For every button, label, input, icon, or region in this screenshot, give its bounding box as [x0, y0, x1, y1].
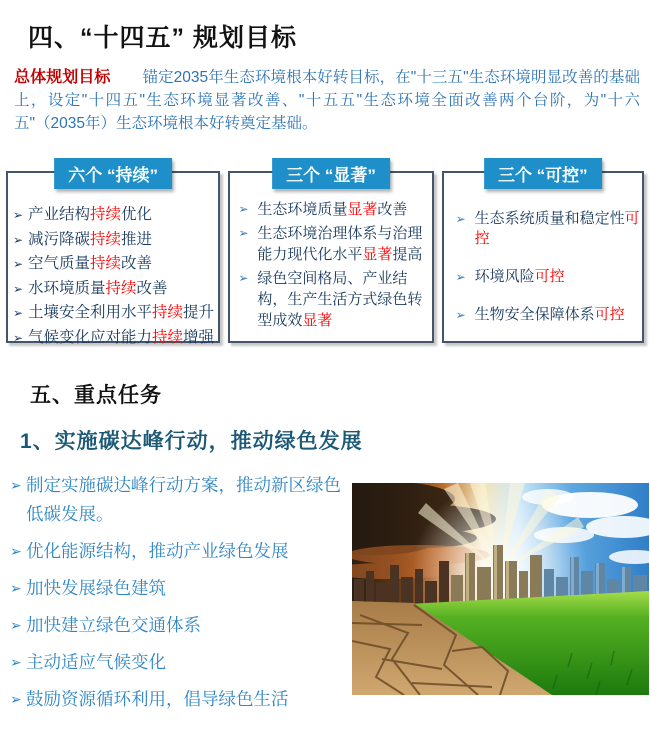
goal-item [456, 305, 640, 325]
goal-item-text: 生态环境质量显著改善 [257, 201, 408, 218]
climate-image [352, 483, 649, 695]
arrow-icon: ➢ [13, 306, 24, 320]
arrow-icon: ➢ [10, 654, 22, 670]
goal-box-sustain-header: 六个 “持续” [54, 158, 172, 189]
goal-boxes-row [0, 166, 650, 346]
slide-page [0, 18, 650, 749]
goal-box-sustain [6, 166, 220, 346]
arrow-icon: ➢ [455, 270, 466, 284]
overall-goal-text: 锚定2035年生态环境根本好转目标，在"十三五"生态环境明显改善的基础上，设定"十四五"生态环境显著改善、"十五五"生态环境全面改善两个台阶，为"十六五"（2035年）生态环境根本好转奠定基础。 [14, 69, 640, 132]
goal-item-text: 生态系统质量和稳定性可控 [474, 210, 640, 247]
goal-box-notable-header: 三个 “显著” [272, 158, 390, 189]
arrow-icon: ➢ [10, 617, 22, 633]
goal-item-text: 绿色空间格局、产业结构，生产生活方式绿色转型成效显著 [257, 270, 423, 329]
goal-item [13, 252, 216, 277]
task-item [10, 611, 350, 640]
task-item [10, 537, 350, 566]
goal-item [13, 277, 216, 302]
task1-title: 1、实施碳达峰行动，推动绿色发展 [20, 430, 363, 453]
arrow-icon: ➢ [238, 202, 249, 216]
goal-item-text: 水环境质量持续改善 [28, 279, 168, 297]
task-item [10, 471, 350, 529]
arrow-icon: ➢ [13, 208, 24, 222]
goal-item-text: 土壤安全利用水平持续提升 [28, 304, 215, 321]
task-item-text: 鼓励资源循环利用，倡导绿色生活 [26, 689, 289, 709]
goal-item-text: 生态环境治理体系与治理能力现代化水平显著提高 [257, 225, 423, 263]
goal-box-controllable-header: 三个 “可控” [484, 158, 602, 189]
goal-item-text: 生物安全保障体系可控 [474, 306, 625, 323]
goal-box-notable [228, 166, 433, 343]
goal-item [238, 268, 429, 331]
goal-box-controllable [442, 166, 644, 343]
goal-box-sustain-list [8, 173, 218, 350]
task-item-text: 主动适应气候变化 [26, 652, 166, 672]
arrow-icon: ➢ [455, 212, 466, 226]
task-list [10, 469, 350, 722]
goal-item [13, 228, 216, 253]
task-item-text: 加快建立绿色交通体系 [26, 615, 201, 635]
goal-item-text: 环境风险可控 [474, 268, 565, 285]
goal-box-controllable-list [444, 173, 642, 325]
goal-item [13, 203, 216, 228]
goal-box-notable-list [230, 173, 431, 331]
arrow-icon: ➢ [10, 580, 22, 596]
overall-goal-paragraph [14, 66, 640, 135]
goal-item [456, 267, 640, 287]
task-item-text: 优化能源结构，推动产业绿色发展 [26, 541, 289, 561]
task-item [10, 685, 350, 714]
goal-item-text: 气候变化应对能力持续增强 [28, 328, 215, 346]
bottom-row [0, 469, 650, 722]
goal-item [238, 223, 429, 265]
goal-item [238, 199, 429, 220]
arrow-icon: ➢ [13, 257, 24, 271]
section5-title: 五、重点任务 [30, 384, 162, 407]
goal-item [13, 326, 216, 351]
task-item [10, 648, 350, 677]
arrow-icon: ➢ [10, 691, 22, 707]
arrow-icon: ➢ [455, 308, 466, 322]
arrow-icon: ➢ [238, 271, 249, 285]
arrow-icon: ➢ [13, 232, 24, 247]
task-item-text: 制定实施碳达峰行动方案，推动新区绿色低碳发展。 [26, 475, 341, 524]
arrow-icon: ➢ [13, 281, 24, 296]
goal-item [456, 209, 640, 249]
goal-item [13, 301, 216, 326]
arrow-icon: ➢ [10, 477, 22, 493]
arrow-icon: ➢ [10, 543, 22, 559]
goal-item-text: 产业结构持续优化 [28, 206, 153, 223]
page-title: 四、“十四五” 规划目标 [28, 24, 297, 52]
arrow-icon: ➢ [238, 226, 249, 240]
goal-item-text: 减污降碳持续推进 [28, 230, 153, 248]
arrow-icon: ➢ [13, 330, 24, 345]
task-item-text: 加快发展绿色建筑 [26, 578, 166, 598]
task-item [10, 574, 350, 603]
ground [352, 591, 649, 695]
overall-goal-label: 总体规划目标 [14, 69, 111, 86]
goal-item-text: 空气质量持续改善 [28, 255, 153, 272]
